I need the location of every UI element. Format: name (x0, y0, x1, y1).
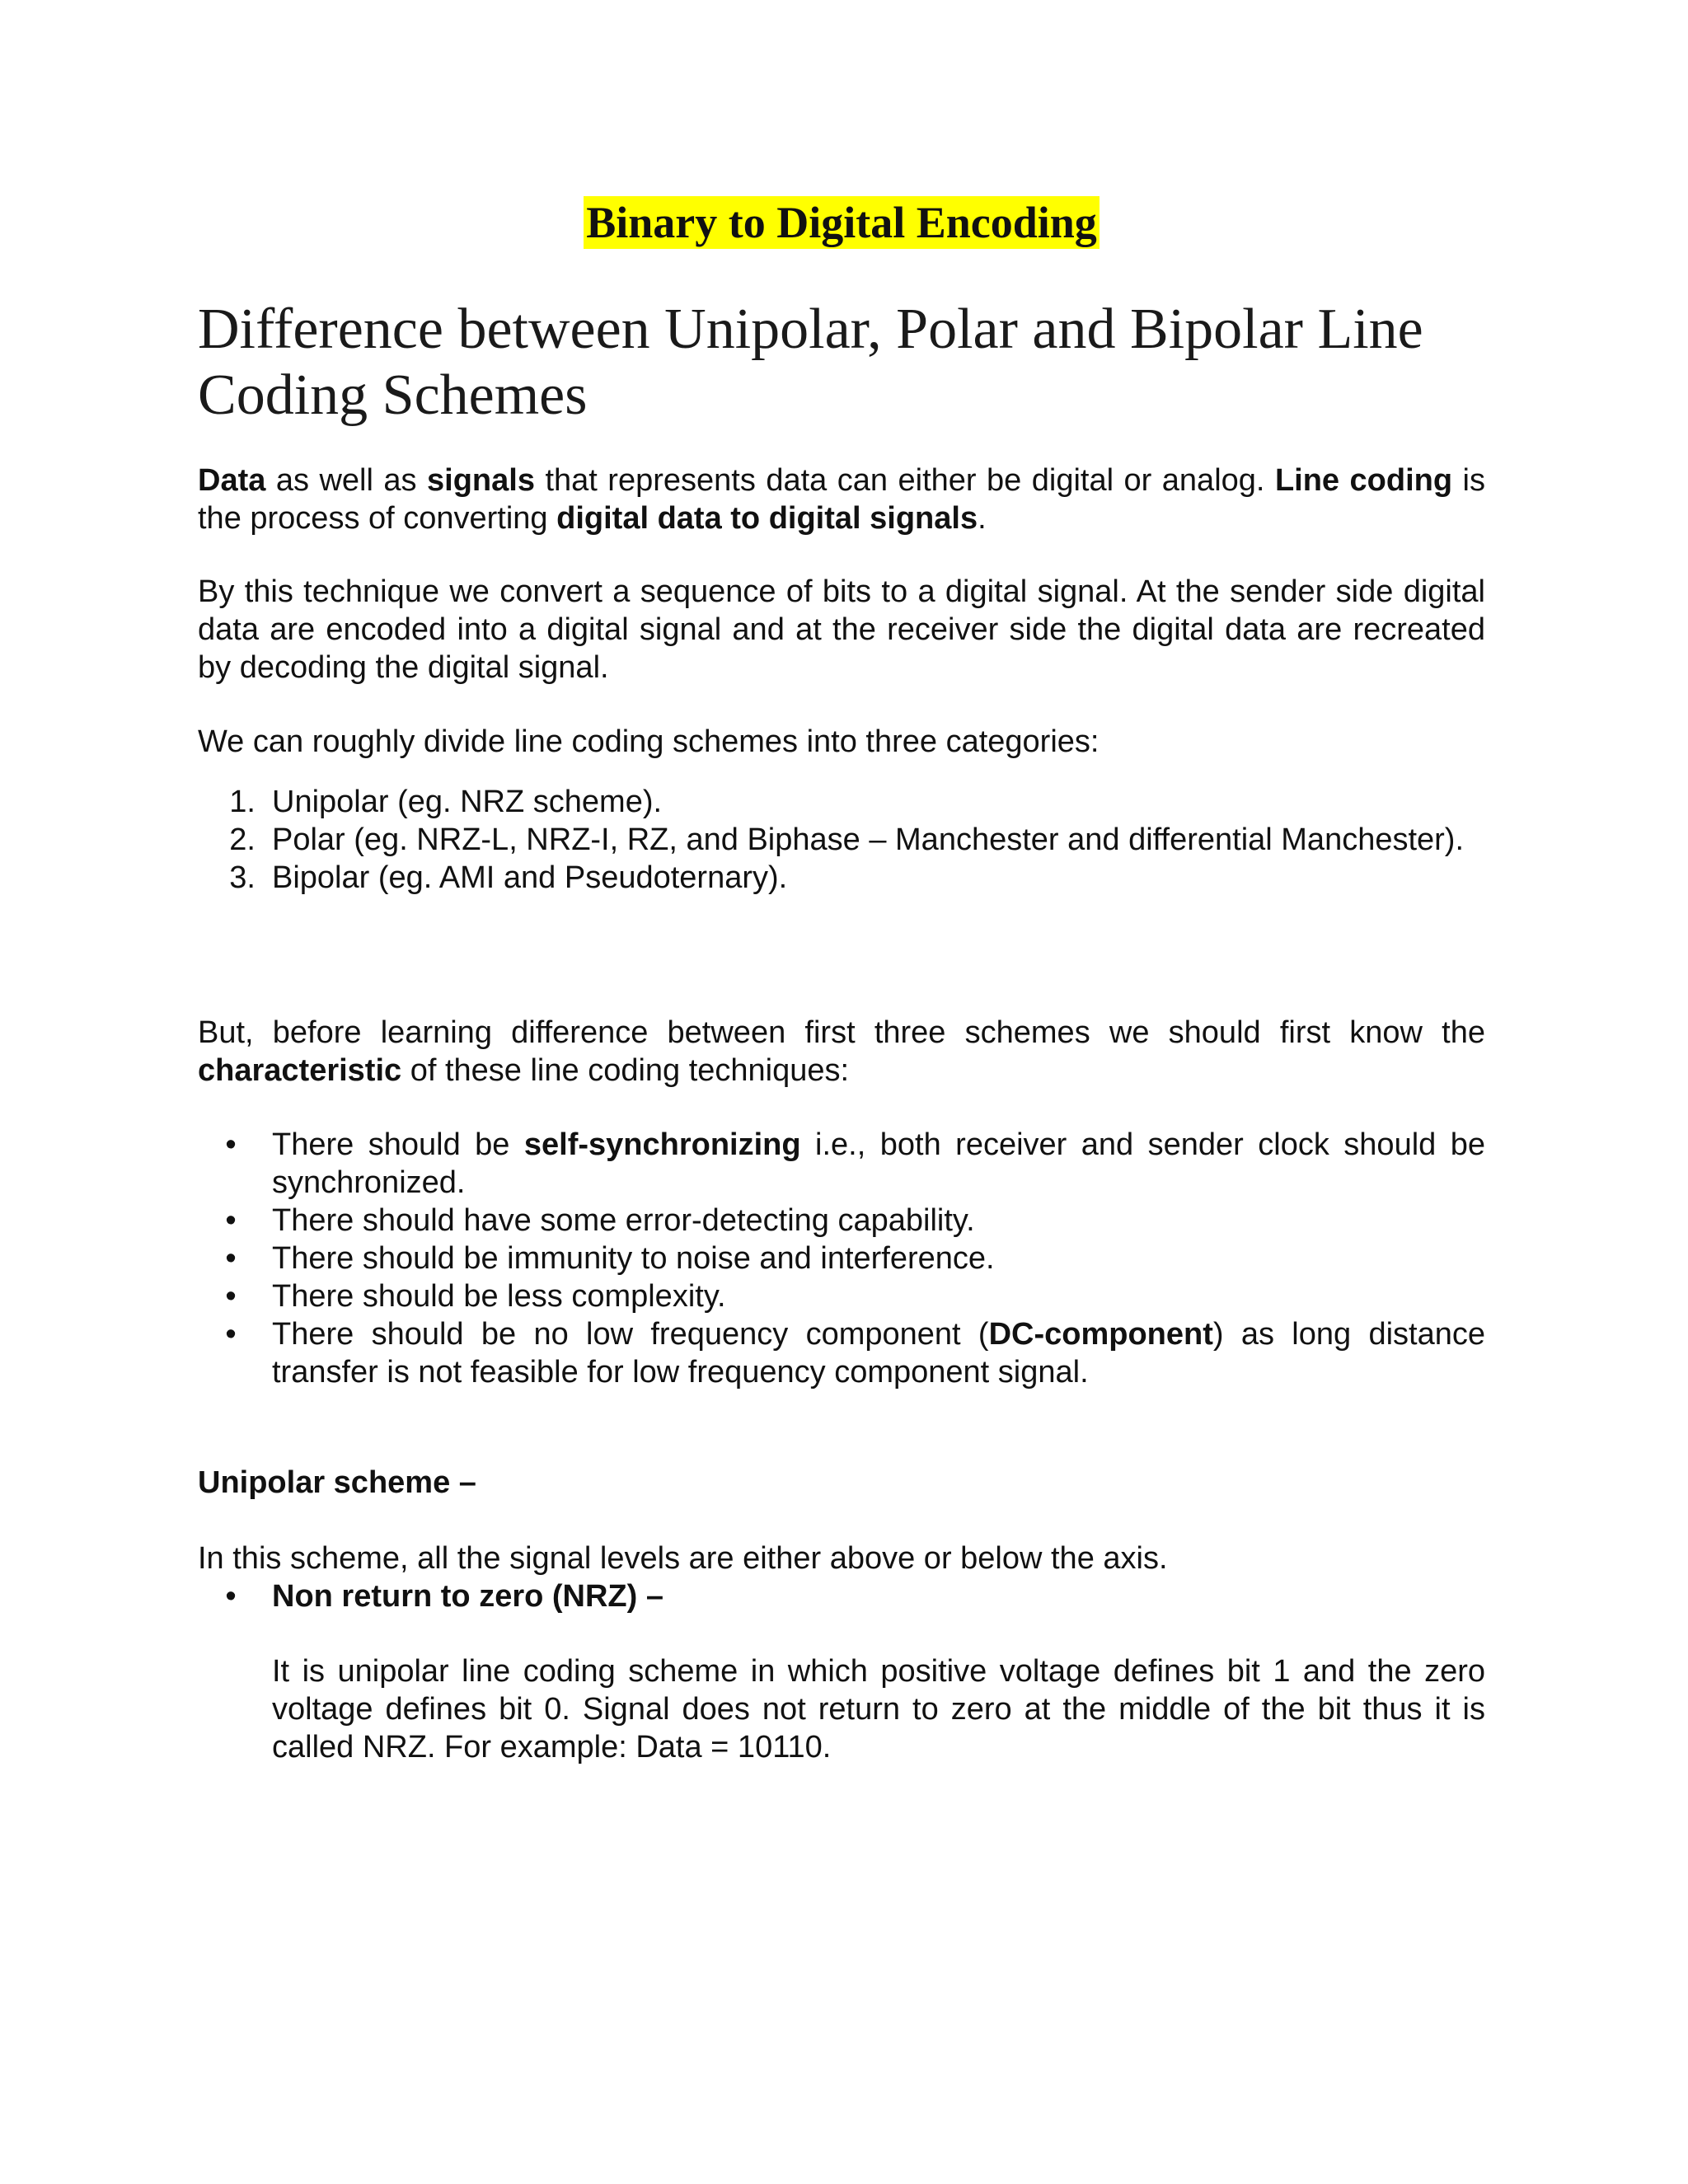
categories-intro: We can roughly divide line coding schemes into three categories: (198, 724, 1100, 759)
dc-component-term: DC-component (988, 1317, 1213, 1352)
bullet-icon: • (225, 1241, 237, 1276)
bullet-icon: • (225, 1203, 237, 1238)
list-item (198, 1577, 1485, 1615)
characteristic-paragraph: But, before learning difference between first three schemes we should first know the characteristic of these line coding techniques: (198, 1015, 1485, 1088)
bullet-icon: • (225, 1317, 237, 1352)
intro-paragraph: Data as well as signals that represents data can either be digital or analog. Line coding is the process of converting digital data to digital signals. (198, 463, 1485, 536)
list-item: 2. Polar (eg. NRZ-L, NRZ-I, RZ, and Biphase – Manchester and differential Manchester). (229, 823, 1465, 857)
list-item: • There should be self-synchronizing i.e., both receiver and sender clock should be synchronized. (198, 1126, 1485, 1202)
list-item: • There should be less complexity. (198, 1277, 1485, 1315)
categories-list (198, 783, 1485, 897)
document-title (198, 194, 1485, 251)
nrz-list (198, 1577, 1485, 1615)
unipolar-heading: Unipolar scheme – (198, 1465, 476, 1500)
list-item: 3. Bipolar (eg. AMI and Pseudoternary). (229, 860, 788, 895)
digital-signals-term: digital data to digital signals (556, 501, 978, 536)
data-term: Data (198, 463, 266, 498)
bullet-icon: • (225, 1579, 237, 1614)
list-item: • There should be no low frequency component (DC-component) as long distance transfer is not feasible for low frequency component signal. (198, 1315, 1485, 1391)
bullet-icon: • (225, 1127, 237, 1162)
nrz-paragraph: It is unipolar line coding scheme in which positive voltage defines bit 1 and the zero voltage defines bit 0. Signal does not return to zero at the middle of the bit thus it is called NRZ. For example: Data = 10110. (272, 1654, 1485, 1765)
line-coding-term: Line coding (1274, 463, 1453, 498)
bullet-icon: • (225, 1279, 237, 1314)
signals-term: signals (427, 463, 535, 498)
highlighted-title-text: Binary to Digital Encoding (584, 196, 1100, 249)
nrz-heading: Non return to zero (NRZ) – (272, 1579, 663, 1614)
list-item: 1. Unipolar (eg. NRZ scheme). (229, 785, 663, 819)
list-item: • There should have some error-detecting capability. (198, 1202, 1485, 1240)
self-sync-term: self-synchronizing (523, 1127, 801, 1162)
characteristic-term: characteristic (198, 1053, 402, 1088)
characteristics-list (198, 1126, 1485, 1391)
list-item: • There should be immunity to noise and interference. (198, 1240, 1485, 1277)
technique-paragraph: By this technique we convert a sequence of bits to a digital signal. At the sender side digital data are encoded into a digital signal and at the receiver side the digital data are recreated by decoding the digital signal. (198, 574, 1485, 685)
unipolar-paragraph: In this scheme, all the signal levels are either above or below the axis. (198, 1541, 1168, 1576)
section-heading: Difference between Unipolar, Polar and Bipolar Line Coding Schemes (198, 298, 1423, 427)
